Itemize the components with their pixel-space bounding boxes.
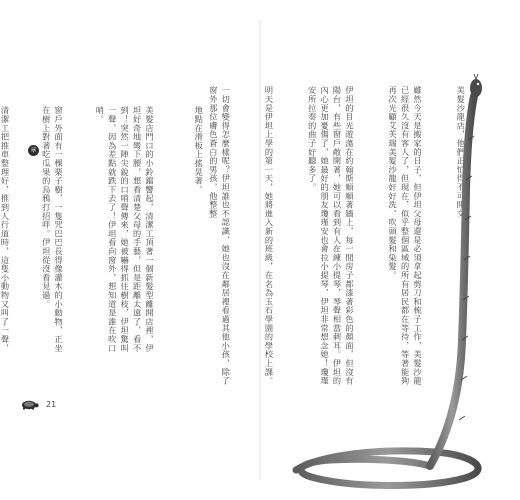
right-page <box>208 0 520 500</box>
right-paragraph-5: 一切會變得怎麼樣呢？伊坦誰也不認識，她也沒在鄰居裡看過其他小孩，除了窗外那位膚色蒼白的男孩，他整整 <box>208 86 232 386</box>
left-paragraph-3: 窗戶外面有一棵栗子樹，一隻咒巴巴長得像灌木的小動物，正坐在樹上對著吃瓜果的烏鴉打招呼。伊坦從沒看見過。 <box>41 106 65 353</box>
page-number: 21 <box>46 399 57 409</box>
right-paragraph-2: 雖然今天是搬家的日子，但伊坦父母還是必須拿起剪刀和梳子工作，美髮沙龍已經很久沒有客人了，但現在，似乎整個區域的所有居民都在等待，等著能夠再次光顧艾芙瑞美髮沙龍好好洗、吹頭髮和染髮。 <box>388 86 423 386</box>
left-paragraph-2: 美髮店門口的小鈴鐺響起，清潔工頂著一個新髮型離開店裡，伊坦好奇地彎下腰，想看清楚父母的手藝，但是距離太遠了，看不到！突然一陣尖銳的口哨聲傳來，她被嚇得抓住樹枝，伊坦驚叫一聲，因為差點就跌下去了！伊坦看向窗外，想知道是誰在吹口哨。 <box>95 106 155 353</box>
right-paragraph-3: 伊坦的目光遊蕩在約翰斯順順著牆上，每一間房子都漆著彩色的顏面，但沒有陽台，有些窗戶敞開著，她可以看到有人在練小提琴，琴聲相當刺耳。伊坦的內心更加憂傷了，她最好的朋友瓊瑾安也會拉小提琴，伊坦非常想念她！瓊瑾安所拉奏的曲子好聽多了。 <box>307 86 355 386</box>
snake-illustration <box>260 0 520 500</box>
turtle-ornament-icon <box>18 398 40 410</box>
right-paragraph-1: 美髮沙龍店，他們正忙得不可開交。 <box>456 86 467 227</box>
chapter-mark-icon: 章 <box>28 145 39 156</box>
right-paragraph-4: 明天是伊坦上學的第一天，她將進入新的班級，在名為玉石學園的學校上課。 <box>264 86 275 386</box>
left-paragraph-1: 地點在滑板上搖晃著。 <box>194 106 205 194</box>
page-footer-left <box>18 398 56 410</box>
left-paragraph-4: 清潔工把推車整理好，推到人行道時，這隻小動物又叫了一聲， <box>0 106 11 353</box>
